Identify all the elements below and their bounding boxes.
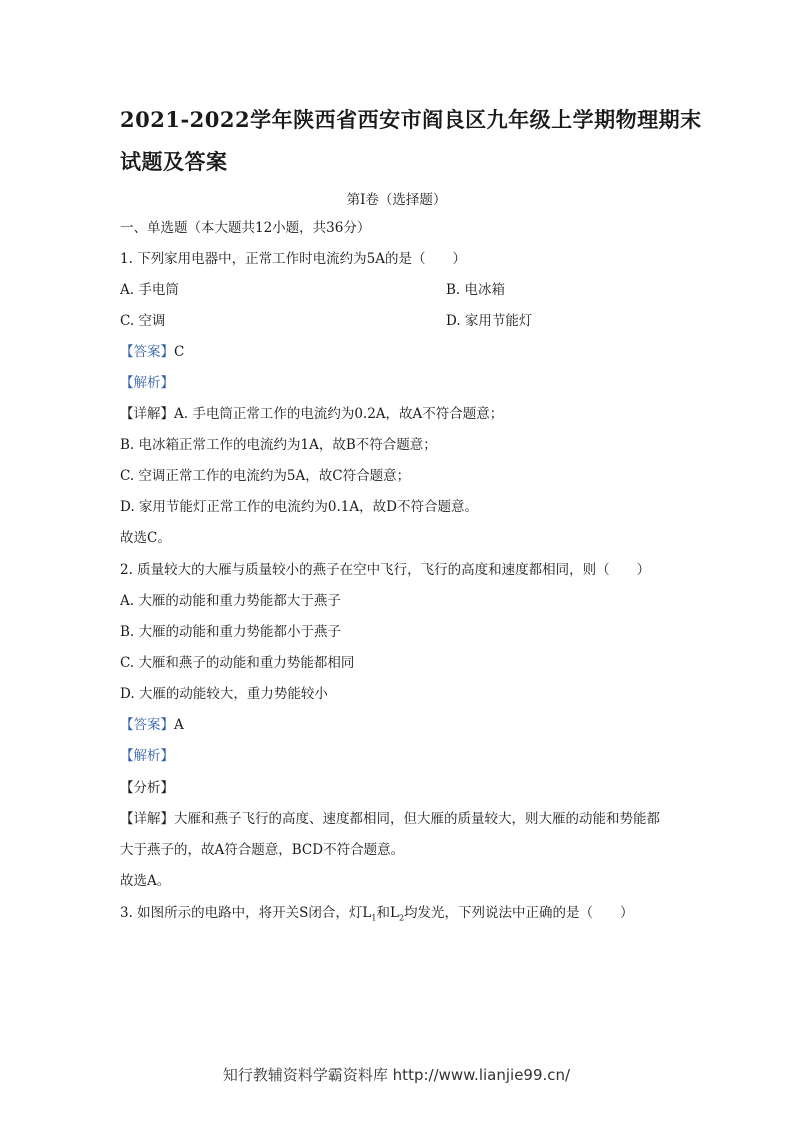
answer-tag: 【答案】 xyxy=(120,344,174,360)
q3-stem xyxy=(120,904,634,928)
q2-detail-line1 xyxy=(120,810,660,828)
q1-answer-line xyxy=(120,343,184,361)
q2-option-c: C. 大雁和燕子的动能和重力势能都相同 xyxy=(120,655,355,671)
q1-detail-3: C. 空调正常工作的电流约为5A，故C符合题意； xyxy=(120,468,411,484)
detail-tag: 【详解】 xyxy=(120,811,174,827)
answer-tag: 【答案】 xyxy=(120,717,174,733)
q1-stem: 1. 下列家用电器中，正常工作时电流约为5A的是（ ） xyxy=(120,251,467,267)
q2-fenxi-tag: 【分析】 xyxy=(120,780,174,796)
q2-stem: 2. 质量较大的大雁与质量较小的燕子在空中飞行，飞行的高度和速度都相同，则（ ） xyxy=(120,562,651,578)
q1-answer: C xyxy=(174,344,185,360)
document-title-line1: 2021-2022学年陕西省西安市阎良区九年级上学期物理期末 xyxy=(120,107,702,132)
q2-detail-1: 大雁和燕子飞行的高度、速度都相同，但大雁的质量较大，则大雁的动能和势能都 xyxy=(174,811,660,827)
q2-answer-line xyxy=(120,716,184,734)
q3-subscript-1: 1 xyxy=(371,913,377,923)
q3-stem-part-a: 3. 如图所示的电路中，将开关S闭合，灯L xyxy=(120,905,372,921)
q2-detail-2: 大于燕子的，故A符合题意，BCD不符合题意。 xyxy=(120,842,405,858)
q2-conclusion: 故选A。 xyxy=(120,873,171,889)
q2-option-d: D. 大雁的动能较大，重力势能较小 xyxy=(120,686,328,702)
q2-option-a: A. 大雁的动能和重力势能都大于燕子 xyxy=(120,593,341,609)
page-footer: 知行教辅资料学霸资料库 http://www.lianjie99.cn/ xyxy=(222,1066,571,1084)
document-title-line2: 试题及答案 xyxy=(120,149,228,174)
q2-answer: A xyxy=(174,717,184,733)
q2-analysis-tag: 【解析】 xyxy=(120,748,174,764)
q1-detail-line1 xyxy=(120,405,503,423)
q3-stem-part-b: 和L xyxy=(376,905,399,921)
q1-analysis-tag: 【解析】 xyxy=(120,375,174,391)
part-heading: 一、单选题（本大题共12小题，共36分） xyxy=(120,220,371,236)
q1-option-a: A. 手电筒 xyxy=(120,282,179,298)
q1-detail-1: A. 手电筒正常工作的电流约为0.2A，故A不符合题意； xyxy=(174,406,504,422)
q3-subscript-2: 2 xyxy=(398,913,405,923)
q1-option-c: C. 空调 xyxy=(120,313,166,329)
q1-option-b: B. 电冰箱 xyxy=(446,282,506,298)
q1-detail-2: B. 电冰箱正常工作的电流约为1A，故B不符合题意； xyxy=(120,437,437,453)
q1-option-d: D. 家用节能灯 xyxy=(446,313,533,329)
detail-tag: 【详解】 xyxy=(120,406,174,422)
q2-option-b: B. 大雁的动能和重力势能都小于燕子 xyxy=(120,624,342,640)
q1-detail-4: D. 家用节能灯正常工作的电流约为0.1A，故D不符合题意。 xyxy=(120,499,478,515)
q3-stem-part-c: 均发光，下列说法中正确的是（ ） xyxy=(404,905,634,921)
section-heading: 第Ⅰ卷（选择题） xyxy=(346,192,447,208)
q1-conclusion: 故选C。 xyxy=(120,530,171,546)
